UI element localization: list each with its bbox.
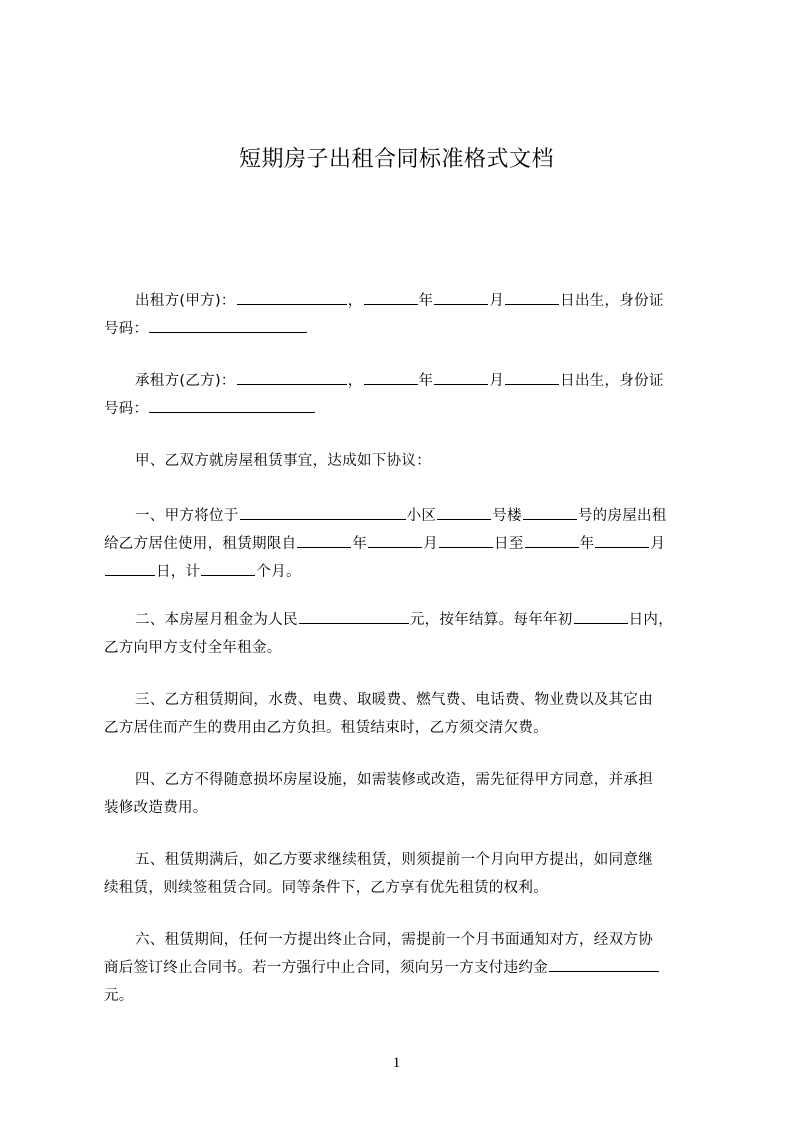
party-b-paragraph — [104, 367, 700, 423]
location-blank — [240, 505, 406, 520]
clause-5-line-2: 续租赁，则续签租赁合同。同等条件下，乙方享有优先租赁的权利。 — [104, 880, 548, 896]
clause-5-paragraph — [104, 846, 700, 902]
penalty-amount-blank — [549, 957, 659, 972]
clause-2-line-2: 乙方向甲方支付全年租金。 — [104, 640, 282, 656]
clause-4-line-2: 装修改造费用。 — [104, 800, 208, 816]
clause-1-paragraph — [104, 502, 700, 586]
building-blank — [437, 505, 491, 520]
clause-4-paragraph — [104, 766, 700, 822]
clause-6-paragraph — [104, 926, 700, 1010]
month-blank — [434, 370, 488, 385]
intro-paragraph: 甲、乙双方就房屋租赁事宜，达成如下协议： — [135, 453, 431, 469]
clause-6-line-2: 商后签订终止合同书。若一方强行中止合同，须向另一方支付违约金 — [104, 954, 700, 982]
clause-2-paragraph — [104, 606, 700, 662]
clause-5-line-1: 五、租赁期满后，如乙方要求继续租赁，则须提前一个月向甲方提出，如同意继 — [135, 852, 653, 868]
end-day-blank — [105, 561, 155, 576]
id-number-blank — [149, 398, 315, 413]
year-blank — [364, 370, 418, 385]
months-blank — [201, 561, 255, 576]
party-a-line-2: 号码： — [104, 315, 700, 343]
unit-blank — [523, 505, 577, 520]
start-year-blank — [297, 533, 351, 548]
clause-6-line-3: 元。 — [104, 988, 134, 1004]
start-month-blank — [368, 533, 422, 548]
party-a-line-1: 出租方(甲方)： ， 年 月 日出生，身份证 — [104, 287, 700, 315]
clause-6-line-1: 六、租赁期间，任何一方提出终止合同，需提前一个月书面通知对方，经双方协 — [135, 932, 653, 948]
day-blank — [505, 290, 559, 305]
name-blank — [237, 370, 347, 385]
clause-1-line-2: 给乙方居住使用，租赁期限自 年 月 日至 年 月 — [104, 530, 700, 558]
end-month-blank — [595, 533, 649, 548]
party-b-line-2: 号码： — [104, 395, 700, 423]
end-year-blank — [525, 533, 579, 548]
clause-3-paragraph — [104, 686, 700, 742]
document-title: 短期房子出租合同标准格式文档 — [238, 147, 554, 172]
clause-4-line-1: 四、乙方不得随意损坏房屋设施，如需装修或改造，需先征得甲方同意，并承担 — [135, 772, 653, 788]
party-b-line-1: 承租方(乙方)： ， 年 月 日出生，身份证 — [104, 367, 700, 395]
clause-3-line-1: 三、乙方租赁期间，水费、电费、取暖费、燃气费、电话费、物业费以及其它由 — [135, 692, 653, 708]
payment-days-blank — [574, 609, 628, 624]
name-blank — [237, 290, 347, 305]
clause-1-line-3: 日，计 个月。 — [104, 558, 700, 586]
day-blank — [505, 370, 559, 385]
clause-1-line-1: 一、甲方将位于 小区 号楼 号的房屋出租 — [104, 502, 700, 530]
page-number: 1 — [392, 1055, 401, 1071]
rent-amount-blank — [299, 609, 409, 624]
clause-2-line-1: 二、本房屋月租金为人民 元，按年结算。每年年初 日内， — [104, 606, 700, 634]
start-day-blank — [439, 533, 493, 548]
clause-3-line-2: 乙方居住而产生的费用由乙方负担。租赁结束时，乙方须交清欠费。 — [104, 720, 548, 736]
id-number-blank — [149, 318, 307, 333]
year-blank — [364, 290, 418, 305]
month-blank — [434, 290, 488, 305]
party-a-paragraph — [104, 287, 700, 343]
